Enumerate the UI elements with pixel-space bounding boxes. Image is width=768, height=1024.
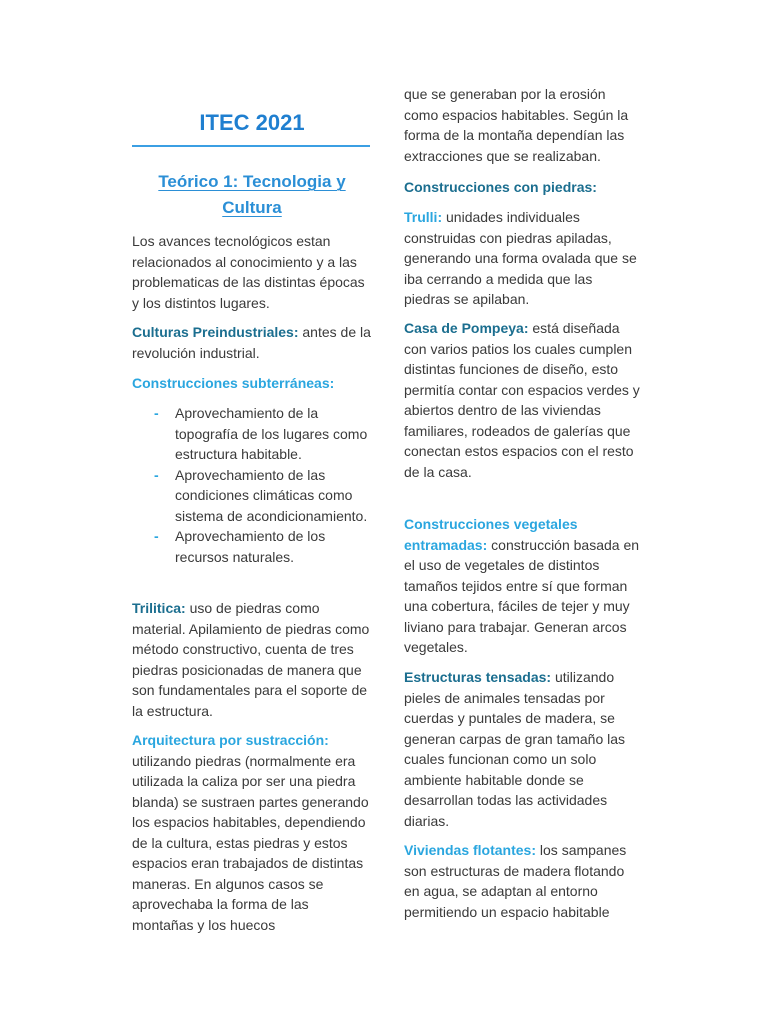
sustraccion-text: utilizando piedras (normalmente era utilizada la caliza por ser una piedra blanda) se sustraen partes generando los espacios habitables, dependiendo de la cultura, estas piedras y estos espacios eran trabajados de distintas maneras. En algunos casos se aprovechaba la forma de las montañas y los huecos xyxy=(132,752,369,933)
sustraccion-heading: Arquitectura por sustracción: xyxy=(132,732,329,748)
list-item xyxy=(132,465,372,527)
intro-paragraph: Los avances tecnológicos estan relacionados al conocimiento y a las problematicas de las distintas épocas y los distintos lugares. xyxy=(132,233,365,311)
subtitle-text: Teórico 1: Tecnologia y Cultura xyxy=(158,172,346,217)
continuation-paragraph: que se generaban por la erosión como espacios habitables. Según la forma de la montaña dependían las extracciones que se realizaban. xyxy=(404,86,629,164)
flotantes-heading: Viviendas flotantes: xyxy=(404,842,537,858)
preindustrial-text: antes de la revolución industrial. xyxy=(132,324,371,361)
section-subtitle xyxy=(142,169,362,221)
list-item-text: Aprovechamiento de las condiciones climáticas como sistema de acondicionamiento. xyxy=(175,466,368,524)
trulli-text: unidades individuales construidas con piedras apiladas, generando una forma ovalada que se iba cerrando a medida que las piedras se apilaban. xyxy=(404,209,637,307)
subterraneas-heading: Construcciones subterráneas: xyxy=(132,375,335,391)
vegetales-text: construcción basada en el uso de vegetales de distintos tamaños tejidos entre sí que forman una cobertura, fáciles de tejer y muy liviano para trabajar. Generan arcos vegetales. xyxy=(404,536,640,655)
bullet-dash: - xyxy=(154,405,159,421)
preindustrial-paragraph xyxy=(132,322,372,363)
flotantes-text: los sampanes son estructuras de madera flotando en agua, se adaptan al entorno permitiendo un espacio habitable xyxy=(404,842,627,920)
trilitica-paragraph xyxy=(132,598,372,721)
bullet-dash: - xyxy=(154,466,159,483)
sustraccion-paragraph xyxy=(132,730,372,935)
flotantes-paragraph xyxy=(404,840,640,922)
pompeya-text: está diseñada con varios patios los cuales cumplen distintas funciones de diseño, esto permitía contar con espacios verdes y abiertos dentro de las viviendas familiares, rodeados de galerías que conectan estos espacios con el resto de la casa. xyxy=(404,320,640,480)
tensadas-text: utilizando pieles de animales tensadas por cuerdas y puntales de madera, se generan carpas de gran tamaño las cuales funcionan como un solo ambiente habitable donde se desarrollan todas las actividades diarias. xyxy=(404,669,626,829)
list-item xyxy=(132,526,372,567)
vegetales-heading: Construcciones vegetales entramadas: xyxy=(404,516,578,553)
trilitica-text: uso de piedras como material. Apilamiento de piedras como método constructivo, cuenta de tres piedras posicionadas de manera que son fundamentales para el soporte de la estructura. xyxy=(132,600,370,719)
bullet-dash: - xyxy=(154,528,159,544)
pompeya-heading: Casa de Pompeya: xyxy=(404,320,529,336)
subterraneas-list xyxy=(132,403,372,567)
tensadas-paragraph xyxy=(404,667,640,831)
list-item-text: Aprovechamiento de los recursos naturales. xyxy=(175,528,326,565)
preindustrial-heading: Culturas Preindustriales: xyxy=(132,324,299,340)
title-underline xyxy=(132,145,370,147)
list-item-text: Aprovechamiento de la topografía de los lugares como estructura habitable. xyxy=(175,405,368,462)
pompeya-paragraph xyxy=(404,318,640,482)
trulli-paragraph xyxy=(404,207,640,310)
document-title: ITEC 2021 xyxy=(199,110,305,135)
list-item xyxy=(132,403,372,465)
piedras-heading: Construcciones con piedras: xyxy=(404,179,597,195)
trulli-heading: Trulli: xyxy=(404,209,443,225)
trilitica-heading: Trilitica: xyxy=(132,600,186,616)
vegetales-paragraph xyxy=(404,514,640,658)
tensadas-heading: Estructuras tensadas: xyxy=(404,669,552,685)
